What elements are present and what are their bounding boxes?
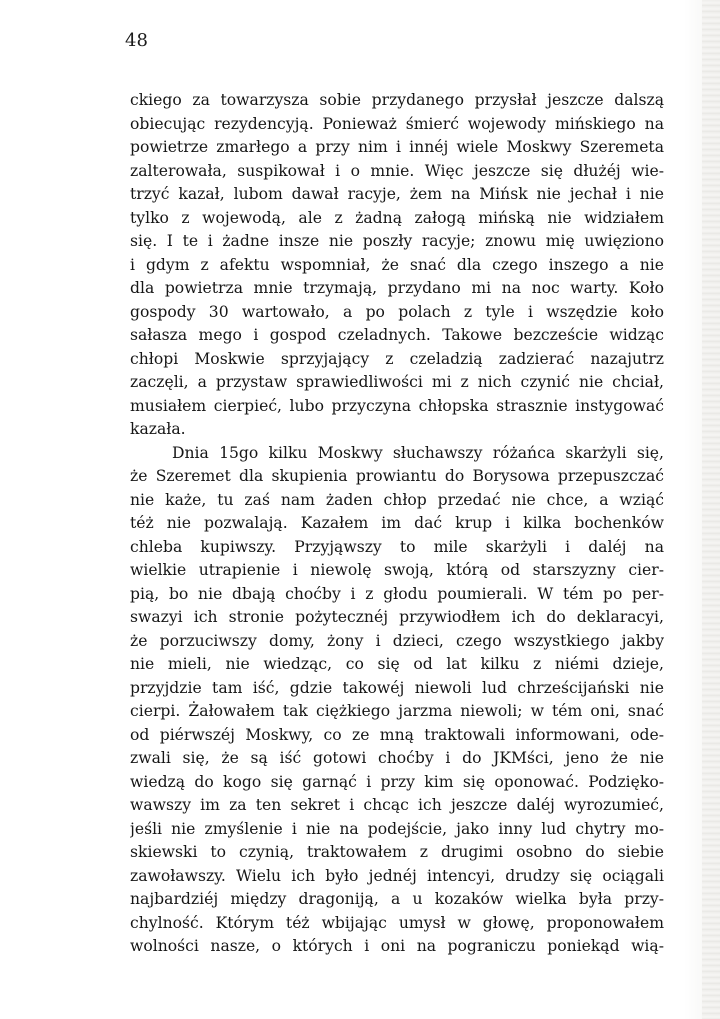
text-line: trzyć kazał, lubom dawał racyje, żem na Mińsk nie jechał i nie	[130, 185, 664, 203]
text-line: gospody 30 wartowało, a po polach z tyle i wszędzie koło	[130, 302, 664, 321]
text-line: wawszy im za ten sekret i chcąc ich jeszcze daléj wyrozumieć,	[130, 796, 664, 814]
text-line: nie mieli, nie wiedząc, co się od lat kilku z niémi dzieje,	[130, 655, 664, 673]
text-line: kazała.	[130, 420, 186, 438]
text-line: Dnia 15go kilku Moskwy słuchawszy różańca skarżyli się,	[172, 443, 664, 462]
paragraph-1	[130, 89, 664, 442]
text-line: cierpi. Żałowałem tak ciężkiego jarzma niewoli; w tém oni, snać	[130, 702, 664, 720]
text-line: musiałem cierpieć, lubo przyczyna chłopska strasznie instygować	[130, 396, 664, 415]
text-line: się. I te i żadne insze nie poszły racyje; znowu mię uwięziono	[130, 232, 664, 250]
text-line: zawoławszy. Wielu ich było jednéj intencyi, drudzy się ociągali	[130, 866, 664, 885]
text-line: dla powietrza mnie trzymają, przydano mi na noc warty. Koło	[130, 279, 664, 297]
text-line: że Szeremet dla skupienia prowiantu do Borysowa przepuszczać	[130, 467, 664, 485]
text-line: tylko z wojewodą, ale z żadną załogą mińską nie widziałem	[130, 208, 664, 227]
text-line: zaczęli, a przystaw sprawiedliwości mi z nich czynić nie chciał,	[130, 373, 664, 391]
text-line: swazyi ich stronie pożytecznéj przywiodłem ich do deklaracyi,	[130, 608, 664, 626]
text-line: zalterowała, suspikował i o mnie. Więc jeszcze się dłużéj wie-	[130, 161, 664, 180]
text-line: chłopi Moskwie sprzyjający z czeladzią zadzierać nazajutrz	[130, 349, 664, 368]
text-line: chleba kupiwszy. Przyjąwszy to mile skarżyli i daléj na	[130, 537, 664, 556]
page-edge-shadow	[702, 0, 720, 1019]
text-line: od piérwszéj Moskwy, co ze mną traktowali informowani, ode-	[130, 725, 664, 744]
text-line: wiedzą do kogo się garnąć i przy kim się oponować. Podzięko-	[130, 772, 664, 791]
text-line: obiecując rezydencyją. Ponieważ śmierć wojewody mińskiego na	[130, 114, 664, 133]
text-line: i gdym z afektu wspomniał, że snać dla czego inszego a nie	[130, 255, 664, 274]
text-line: jeśli nie zmyślenie i nie na podejście, jako inny lud chytry mo-	[130, 819, 664, 838]
text-line: pią, bo nie dbają choćby i z głodu poumierali. W tém po per-	[130, 584, 664, 603]
text-line: najbardziéj między dragoniją, a u kozaków wielka była przy-	[130, 890, 664, 908]
paragraph-2	[130, 442, 664, 959]
text-line: téż nie pozwalają. Kazałem im dać krup i kilka bochenków	[130, 514, 664, 532]
text-line: przyjdzie tam iść, gdzie takowéj niewoli lud chrześcijański nie	[130, 678, 664, 697]
text-line: sałasza mego i gospod czeladnych. Takowe bezczeście widząc	[130, 326, 664, 344]
text-line: że porzuciwszy domy, żony i dzieci, czego wszystkiego jakby	[130, 631, 664, 650]
text-line: wielkie utrapienie i niewolę swoją, którą od starszyzny cier-	[130, 561, 664, 579]
text-line: chylność. Którym téż wbijając umysł w głowę, proponowałem	[130, 913, 664, 932]
text-line: powietrze zmarłego a przy nim i innéj wiele Moskwy Szeremeta	[130, 138, 664, 156]
text-line: nie każe, tu zaś nam żaden chłop przedać nie chce, a wziąć	[130, 490, 664, 509]
text-line: zwali się, że są iść gotowi choćby i do JKMści, jeno że nie	[130, 749, 664, 767]
page-number: 48	[125, 30, 148, 51]
page-text	[130, 89, 664, 959]
text-line: ckiego za towarzysza sobie przydanego przysłał jeszcze dalszą	[130, 91, 664, 109]
text-line: skiewski to czynią, traktowałem z drugimi osobno do siebie	[130, 843, 664, 861]
text-line: wolności nasze, o których i oni na pograniczu poniekąd wią-	[130, 937, 664, 955]
